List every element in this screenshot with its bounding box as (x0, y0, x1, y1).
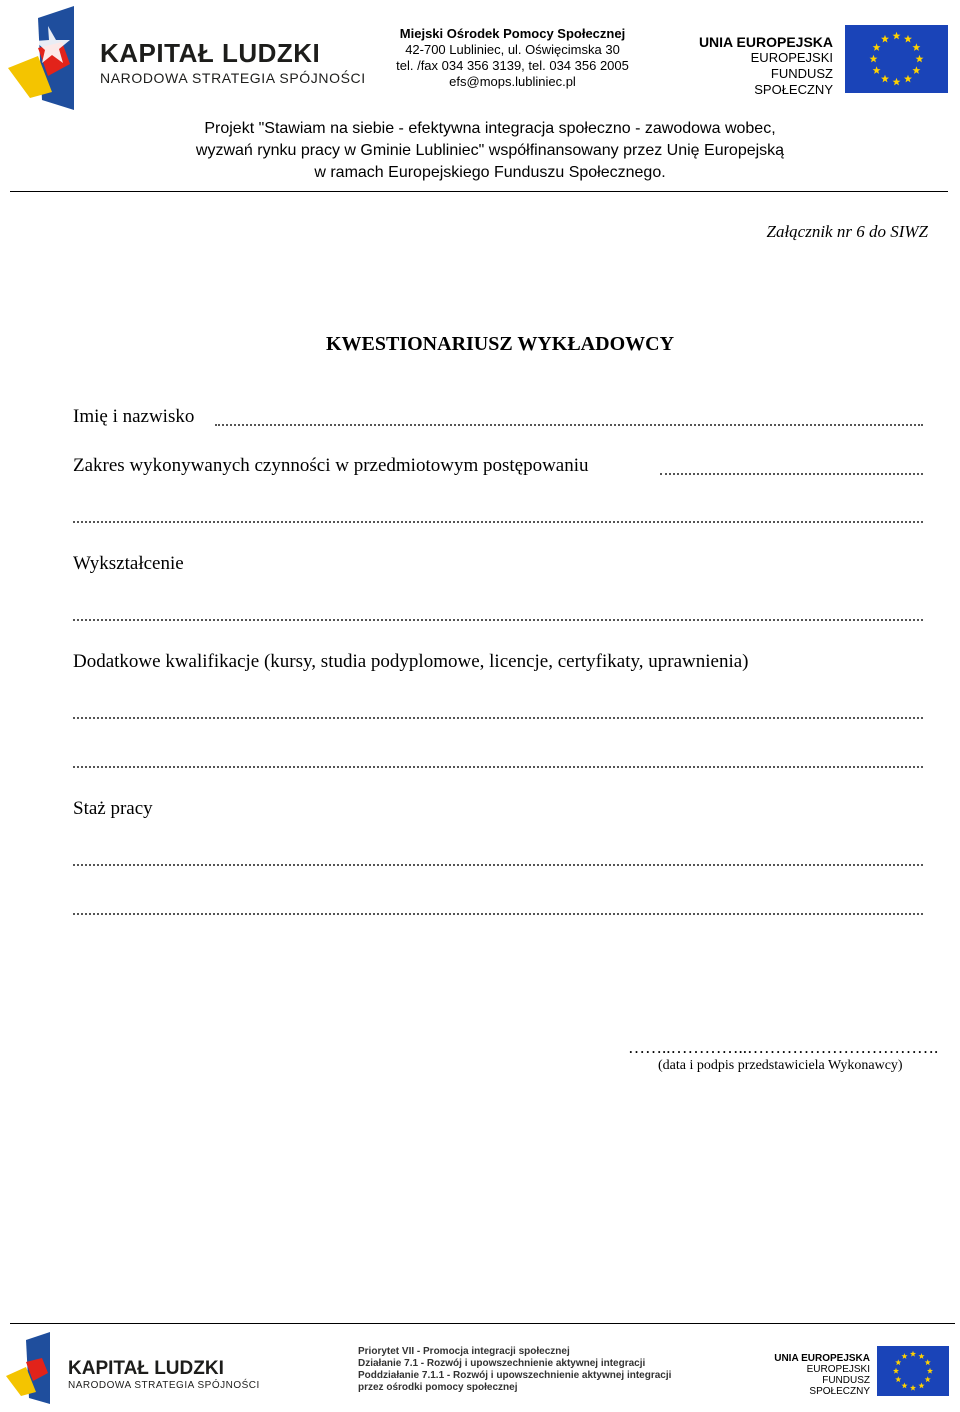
kapital-ludzki-logo-icon (8, 6, 76, 112)
name-fill-line[interactable] (215, 424, 923, 426)
program-line: przez ośrodki pomocy społecznej (358, 1382, 518, 1393)
footer-eu-line2: EUROPEJSKI (806, 1364, 870, 1375)
field-label-scope: Zakres wykonywanych czynności w przedmiotowym postępowaniu (73, 455, 589, 476)
footer-divider (10, 1323, 955, 1324)
footer-eu-label (760, 1353, 870, 1397)
experience-fill-line[interactable] (73, 864, 923, 866)
footer-eu-flag-icon (877, 1346, 949, 1396)
eu-flag-icon (845, 25, 948, 93)
institution-info (390, 26, 635, 90)
eu-label-line2: EUROPEJSKI (750, 50, 833, 65)
logo-title: KAPITAŁ LUDZKI (100, 38, 321, 68)
scope-fill-line-2[interactable] (73, 521, 923, 523)
footer-logo-title: KAPITAŁ LUDZKI (68, 1358, 224, 1379)
scope-fill-line[interactable] (660, 473, 923, 475)
institution-address: 42-700 Lubliniec, ul. Oświęcimska 30 (405, 42, 620, 57)
footer-kapital-ludzki-logo-icon (6, 1332, 52, 1406)
project-line: Projekt "Stawiam na siebie - efektywna integracja społeczno - zawodowa wobec, (204, 120, 776, 137)
signature-label: (data i podpis przedstawiciela Wykonawcy) (658, 1058, 903, 1073)
annex-label: Załącznik nr 6 do SIWZ (766, 222, 928, 241)
education-fill-line[interactable] (73, 619, 923, 621)
header-divider (10, 191, 948, 192)
field-label-qualifications: Dodatkowe kwalifikacje (kursy, studia podyplomowe, licencje, certyfikaty, uprawnienia) (73, 651, 749, 672)
project-line: w ramach Europejskiego Funduszu Społecznego. (314, 164, 666, 181)
eu-label-line3: FUNDUSZ SPOŁECZNY (754, 66, 833, 97)
institution-name: Miejski Ośrodek Pomocy Społecznej (399, 26, 626, 41)
institution-email: efs@mops.lubliniec.pl (449, 74, 576, 89)
footer-program-info (358, 1346, 671, 1394)
field-label-education: Wykształcenie (73, 553, 184, 574)
header (0, 0, 960, 195)
field-label-name: Imię i nazwisko (73, 406, 195, 427)
eu-label (690, 34, 833, 98)
program-line: Priorytet VII - Promocja integracji społecznej (358, 1346, 570, 1357)
institution-phone: tel. /fax 034 356 3139, tel. 034 356 2005 (396, 58, 629, 73)
field-label-experience: Staż pracy (73, 798, 153, 819)
program-line: Działanie 7.1 - Rozwój i upowszechnienie aktywnej integracji (358, 1358, 646, 1369)
logo-subtitle: NARODOWA STRATEGIA SPÓJNOŚCI (100, 70, 366, 86)
project-line: wyzwań rynku pracy w Gminie Lubliniec" współfinansowany przez Unię Europejską (195, 142, 785, 159)
page-title: KWESTIONARIUSZ WYKŁADOWCY (325, 333, 675, 355)
eu-label-line1: UNIA EUROPEJSKA (698, 34, 833, 50)
qualifications-fill-line-2[interactable] (73, 766, 923, 768)
footer-eu-line3: FUNDUSZ SPOŁECZNY (809, 1375, 870, 1397)
footer-logo-subtitle: NARODOWA STRATEGIA SPÓJNOŚCI (68, 1380, 260, 1391)
footer-eu-line1: UNIA EUROPEJSKA (774, 1353, 870, 1364)
qualifications-fill-line[interactable] (73, 717, 923, 719)
project-description (120, 118, 860, 184)
signature-line[interactable]: ……..…………..……………………………. (628, 1038, 939, 1057)
experience-fill-line-2[interactable] (73, 913, 923, 915)
program-line: Poddziałanie 7.1.1 - Rozwój i upowszechnienie aktywnej integracji (358, 1370, 672, 1381)
